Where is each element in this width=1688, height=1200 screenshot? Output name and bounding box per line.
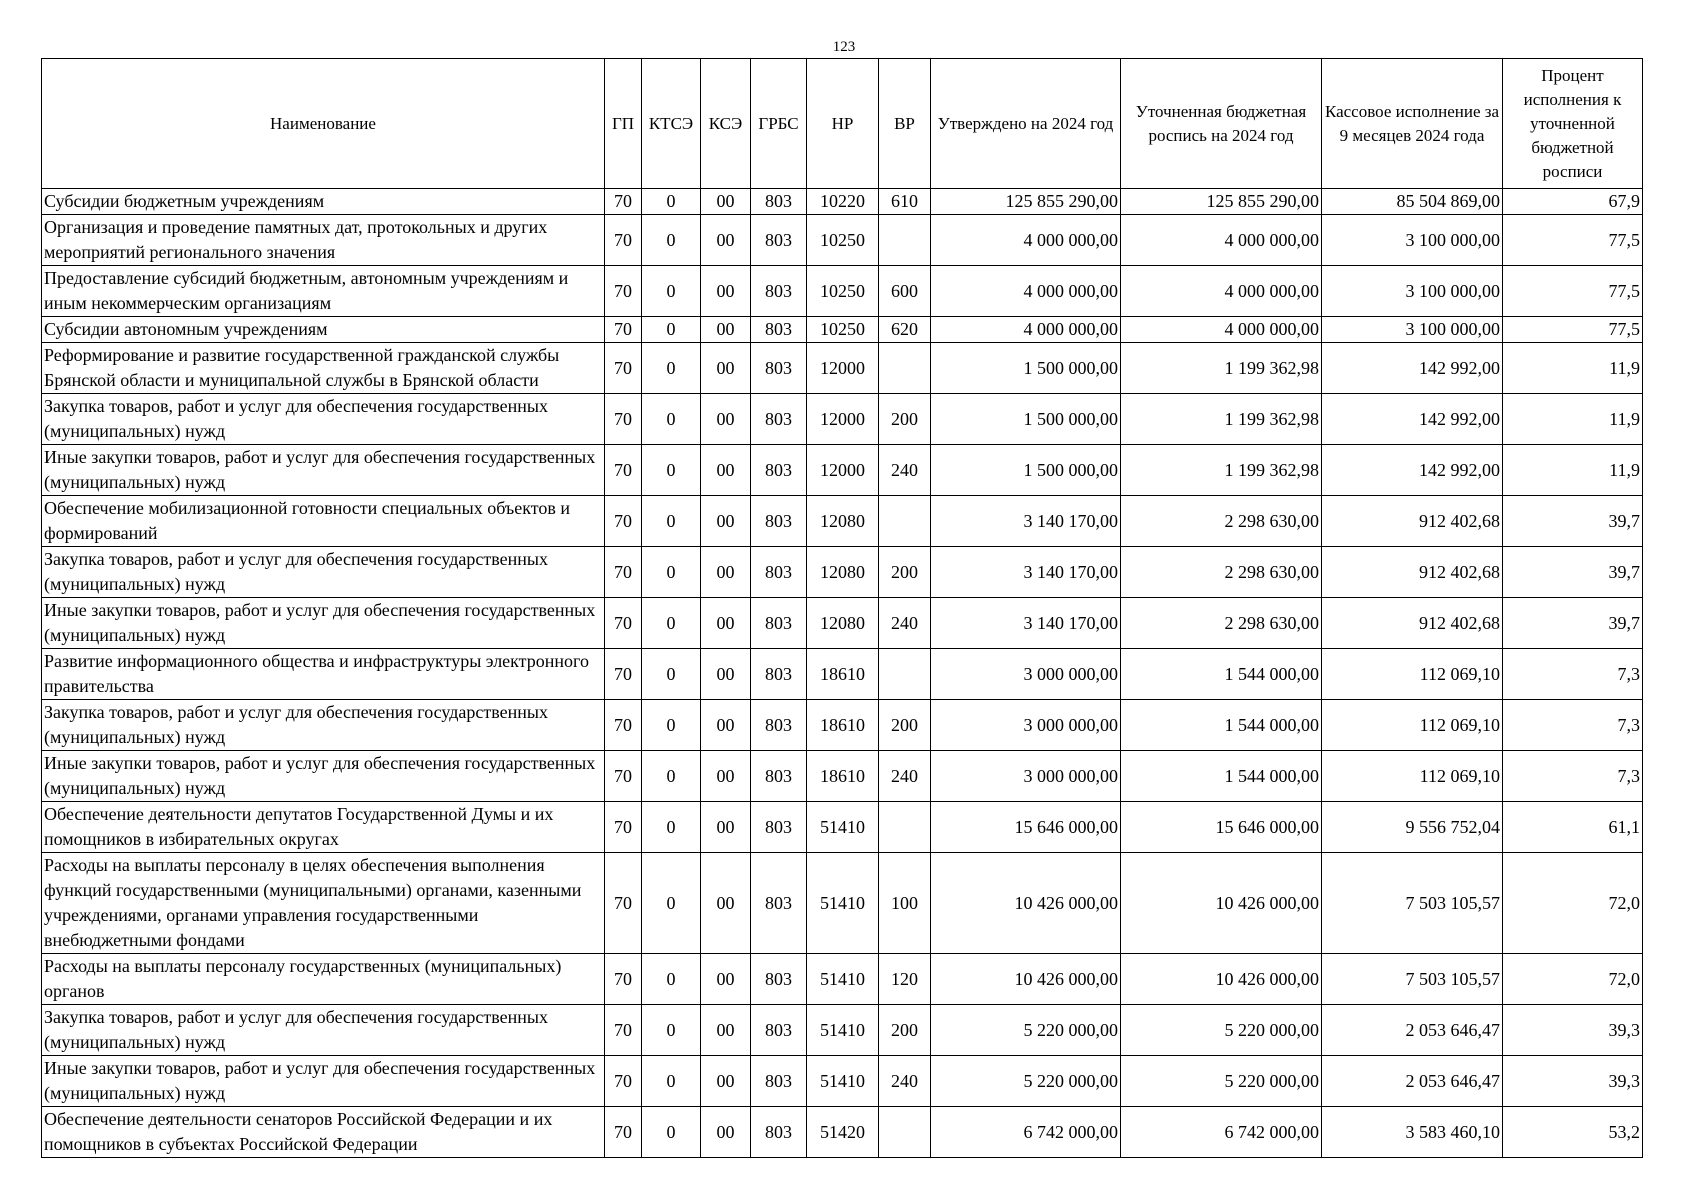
cell-cash: 3 100 000,00 xyxy=(1322,215,1503,266)
table-row xyxy=(42,802,1643,853)
cell-nr: 12000 xyxy=(807,343,879,394)
cell-grbs: 803 xyxy=(751,954,807,1005)
cell-refined: 5 220 000,00 xyxy=(1121,1056,1322,1107)
cell-percent: 39,3 xyxy=(1503,1005,1643,1056)
cell-grbs: 803 xyxy=(751,189,807,215)
header-row xyxy=(42,59,1643,189)
cell-percent: 72,0 xyxy=(1503,853,1643,954)
cell-refined: 2 298 630,00 xyxy=(1121,547,1322,598)
cell-percent: 7,3 xyxy=(1503,700,1643,751)
cell-name: Организация и проведение памятных дат, протокольных и других мероприятий регионального значения xyxy=(42,215,605,266)
cell-gp: 70 xyxy=(605,1107,642,1158)
cell-percent: 7,3 xyxy=(1503,649,1643,700)
table-row xyxy=(42,317,1643,343)
cell-refined: 15 646 000,00 xyxy=(1121,802,1322,853)
cell-nr: 12000 xyxy=(807,394,879,445)
cell-kse: 00 xyxy=(701,954,751,1005)
cell-vr: 200 xyxy=(879,700,931,751)
cell-gp: 70 xyxy=(605,802,642,853)
cell-approved: 1 500 000,00 xyxy=(931,445,1121,496)
cell-name: Расходы на выплаты персоналу государственных (муниципальных) органов xyxy=(42,954,605,1005)
table-row xyxy=(42,1056,1643,1107)
cell-cash: 912 402,68 xyxy=(1322,598,1503,649)
cell-nr: 10250 xyxy=(807,215,879,266)
cell-ktse: 0 xyxy=(642,853,701,954)
cell-approved: 4 000 000,00 xyxy=(931,215,1121,266)
cell-kse: 00 xyxy=(701,394,751,445)
cell-ktse: 0 xyxy=(642,343,701,394)
cell-name: Обеспечение деятельности депутатов Государственной Думы и их помощников в избирательных округах xyxy=(42,802,605,853)
cell-cash: 3 100 000,00 xyxy=(1322,266,1503,317)
cell-approved: 3 000 000,00 xyxy=(931,700,1121,751)
cell-refined: 4 000 000,00 xyxy=(1121,317,1322,343)
header-ktse: КТСЭ xyxy=(642,59,701,189)
cell-nr: 51410 xyxy=(807,1056,879,1107)
cell-gp: 70 xyxy=(605,700,642,751)
cell-approved: 1 500 000,00 xyxy=(931,343,1121,394)
cell-ktse: 0 xyxy=(642,189,701,215)
cell-vr: 600 xyxy=(879,266,931,317)
cell-kse: 00 xyxy=(701,853,751,954)
cell-cash: 2 053 646,47 xyxy=(1322,1005,1503,1056)
cell-name: Закупка товаров, работ и услуг для обеспечения государственных (муниципальных) нужд xyxy=(42,700,605,751)
cell-name: Закупка товаров, работ и услуг для обеспечения государственных (муниципальных) нужд xyxy=(42,1005,605,1056)
cell-gp: 70 xyxy=(605,215,642,266)
cell-cash: 7 503 105,57 xyxy=(1322,954,1503,1005)
cell-ktse: 0 xyxy=(642,445,701,496)
cell-grbs: 803 xyxy=(751,853,807,954)
cell-approved: 3 140 170,00 xyxy=(931,547,1121,598)
cell-name: Иные закупки товаров, работ и услуг для обеспечения государственных (муниципальных) нужд xyxy=(42,1056,605,1107)
header-percent: Процент исполнения к уточненной бюджетной росписи xyxy=(1503,59,1643,189)
cell-kse: 00 xyxy=(701,547,751,598)
cell-name: Субсидии бюджетным учреждениям xyxy=(42,189,605,215)
cell-name: Обеспечение мобилизационной готовности специальных объектов и формирований xyxy=(42,496,605,547)
cell-cash: 142 992,00 xyxy=(1322,445,1503,496)
cell-name: Развитие информационного общества и инфраструктуры электронного правительства xyxy=(42,649,605,700)
cell-ktse: 0 xyxy=(642,751,701,802)
cell-ktse: 0 xyxy=(642,394,701,445)
table-row xyxy=(42,853,1643,954)
cell-vr: 610 xyxy=(879,189,931,215)
cell-kse: 00 xyxy=(701,700,751,751)
cell-gp: 70 xyxy=(605,266,642,317)
cell-refined: 1 199 362,98 xyxy=(1121,394,1322,445)
cell-nr: 10250 xyxy=(807,317,879,343)
cell-nr: 12000 xyxy=(807,445,879,496)
cell-ktse: 0 xyxy=(642,266,701,317)
cell-cash: 112 069,10 xyxy=(1322,649,1503,700)
cell-gp: 70 xyxy=(605,496,642,547)
header-name: Наименование xyxy=(42,59,605,189)
cell-approved: 3 000 000,00 xyxy=(931,751,1121,802)
cell-grbs: 803 xyxy=(751,343,807,394)
cell-ktse: 0 xyxy=(642,1056,701,1107)
cell-nr: 51410 xyxy=(807,954,879,1005)
cell-nr: 10250 xyxy=(807,266,879,317)
cell-refined: 1 199 362,98 xyxy=(1121,343,1322,394)
cell-nr: 51410 xyxy=(807,802,879,853)
cell-ktse: 0 xyxy=(642,1107,701,1158)
cell-grbs: 803 xyxy=(751,1005,807,1056)
cell-approved: 10 426 000,00 xyxy=(931,853,1121,954)
cell-grbs: 803 xyxy=(751,445,807,496)
cell-nr: 18610 xyxy=(807,751,879,802)
cell-vr: 200 xyxy=(879,394,931,445)
cell-cash: 7 503 105,57 xyxy=(1322,853,1503,954)
cell-approved: 10 426 000,00 xyxy=(931,954,1121,1005)
cell-vr: 240 xyxy=(879,751,931,802)
cell-vr: 100 xyxy=(879,853,931,954)
cell-refined: 10 426 000,00 xyxy=(1121,853,1322,954)
cell-nr: 18610 xyxy=(807,700,879,751)
cell-name: Субсидии автономным учреждениям xyxy=(42,317,605,343)
table-row xyxy=(42,598,1643,649)
cell-percent: 11,9 xyxy=(1503,394,1643,445)
cell-refined: 2 298 630,00 xyxy=(1121,496,1322,547)
cell-grbs: 803 xyxy=(751,1107,807,1158)
cell-kse: 00 xyxy=(701,1005,751,1056)
cell-kse: 00 xyxy=(701,598,751,649)
cell-percent: 11,9 xyxy=(1503,445,1643,496)
cell-refined: 6 742 000,00 xyxy=(1121,1107,1322,1158)
cell-cash: 9 556 752,04 xyxy=(1322,802,1503,853)
cell-cash: 85 504 869,00 xyxy=(1322,189,1503,215)
cell-gp: 70 xyxy=(605,1005,642,1056)
cell-approved: 3 140 170,00 xyxy=(931,496,1121,547)
cell-percent: 11,9 xyxy=(1503,343,1643,394)
cell-nr: 12080 xyxy=(807,496,879,547)
cell-approved: 5 220 000,00 xyxy=(931,1056,1121,1107)
header-cash: Кассовое исполнение за 9 месяцев 2024 года xyxy=(1322,59,1503,189)
table-row xyxy=(42,266,1643,317)
cell-gp: 70 xyxy=(605,343,642,394)
cell-name: Иные закупки товаров, работ и услуг для обеспечения государственных (муниципальных) нужд xyxy=(42,445,605,496)
cell-grbs: 803 xyxy=(751,394,807,445)
cell-nr: 12080 xyxy=(807,598,879,649)
cell-cash: 112 069,10 xyxy=(1322,751,1503,802)
cell-refined: 1 544 000,00 xyxy=(1121,751,1322,802)
table-row xyxy=(42,649,1643,700)
cell-approved: 5 220 000,00 xyxy=(931,1005,1121,1056)
cell-grbs: 803 xyxy=(751,496,807,547)
cell-grbs: 803 xyxy=(751,802,807,853)
cell-name: Иные закупки товаров, работ и услуг для обеспечения государственных (муниципальных) нужд xyxy=(42,598,605,649)
cell-percent: 77,5 xyxy=(1503,266,1643,317)
cell-percent: 72,0 xyxy=(1503,954,1643,1005)
table-row xyxy=(42,1005,1643,1056)
cell-grbs: 803 xyxy=(751,215,807,266)
cell-cash: 3 583 460,10 xyxy=(1322,1107,1503,1158)
cell-vr: 620 xyxy=(879,317,931,343)
cell-name: Закупка товаров, работ и услуг для обеспечения государственных (муниципальных) нужд xyxy=(42,547,605,598)
cell-grbs: 803 xyxy=(751,751,807,802)
cell-vr xyxy=(879,496,931,547)
cell-gp: 70 xyxy=(605,751,642,802)
cell-percent: 67,9 xyxy=(1503,189,1643,215)
cell-vr xyxy=(879,215,931,266)
cell-kse: 00 xyxy=(701,1056,751,1107)
cell-gp: 70 xyxy=(605,317,642,343)
table-row xyxy=(42,751,1643,802)
cell-vr xyxy=(879,649,931,700)
cell-vr xyxy=(879,1107,931,1158)
cell-name: Расходы на выплаты персоналу в целях обеспечения выполнения функций государственными (муниципальными) органами, казенными учреждениями, органами управления государственными внебюджетными фондами xyxy=(42,853,605,954)
cell-grbs: 803 xyxy=(751,317,807,343)
header-nr: НР xyxy=(807,59,879,189)
cell-grbs: 803 xyxy=(751,1056,807,1107)
cell-approved: 15 646 000,00 xyxy=(931,802,1121,853)
cell-vr: 200 xyxy=(879,547,931,598)
cell-refined: 125 855 290,00 xyxy=(1121,189,1322,215)
table-row xyxy=(42,215,1643,266)
cell-nr: 12080 xyxy=(807,547,879,598)
header-approved: Утверждено на 2024 год xyxy=(931,59,1121,189)
cell-percent: 39,7 xyxy=(1503,598,1643,649)
cell-cash: 142 992,00 xyxy=(1322,343,1503,394)
table-row xyxy=(42,547,1643,598)
cell-nr: 10220 xyxy=(807,189,879,215)
cell-gp: 70 xyxy=(605,189,642,215)
cell-vr: 240 xyxy=(879,1056,931,1107)
cell-approved: 4 000 000,00 xyxy=(931,317,1121,343)
cell-percent: 53,2 xyxy=(1503,1107,1643,1158)
cell-grbs: 803 xyxy=(751,598,807,649)
cell-ktse: 0 xyxy=(642,1005,701,1056)
cell-kse: 00 xyxy=(701,802,751,853)
cell-percent: 77,5 xyxy=(1503,317,1643,343)
table-row xyxy=(42,496,1643,547)
cell-grbs: 803 xyxy=(751,649,807,700)
cell-approved: 3 140 170,00 xyxy=(931,598,1121,649)
cell-name: Реформирование и развитие государственной гражданской службы Брянской области и муниципальной службы в Брянской области xyxy=(42,343,605,394)
cell-refined: 10 426 000,00 xyxy=(1121,954,1322,1005)
cell-approved: 4 000 000,00 xyxy=(931,266,1121,317)
cell-cash: 112 069,10 xyxy=(1322,700,1503,751)
cell-percent: 77,5 xyxy=(1503,215,1643,266)
cell-kse: 00 xyxy=(701,751,751,802)
cell-vr xyxy=(879,343,931,394)
header-vr: ВР xyxy=(879,59,931,189)
cell-vr: 240 xyxy=(879,445,931,496)
cell-name: Иные закупки товаров, работ и услуг для обеспечения государственных (муниципальных) нужд xyxy=(42,751,605,802)
cell-refined: 2 298 630,00 xyxy=(1121,598,1322,649)
cell-name: Предоставление субсидий бюджетным, автономным учреждениям и иным некоммерческим организациям xyxy=(42,266,605,317)
cell-kse: 00 xyxy=(701,649,751,700)
cell-nr: 51410 xyxy=(807,853,879,954)
cell-percent: 7,3 xyxy=(1503,751,1643,802)
cell-refined: 1 544 000,00 xyxy=(1121,649,1322,700)
cell-gp: 70 xyxy=(605,547,642,598)
cell-grbs: 803 xyxy=(751,700,807,751)
cell-kse: 00 xyxy=(701,1107,751,1158)
cell-gp: 70 xyxy=(605,1056,642,1107)
cell-gp: 70 xyxy=(605,394,642,445)
cell-ktse: 0 xyxy=(642,598,701,649)
cell-cash: 3 100 000,00 xyxy=(1322,317,1503,343)
cell-cash: 912 402,68 xyxy=(1322,496,1503,547)
cell-approved: 6 742 000,00 xyxy=(931,1107,1121,1158)
cell-kse: 00 xyxy=(701,343,751,394)
page-number: 123 xyxy=(832,39,856,55)
cell-percent: 61,1 xyxy=(1503,802,1643,853)
cell-kse: 00 xyxy=(701,496,751,547)
table-row xyxy=(42,394,1643,445)
cell-kse: 00 xyxy=(701,266,751,317)
table-row xyxy=(42,343,1643,394)
cell-grbs: 803 xyxy=(751,266,807,317)
header-kse: КСЭ xyxy=(701,59,751,189)
cell-ktse: 0 xyxy=(642,954,701,1005)
cell-ktse: 0 xyxy=(642,496,701,547)
cell-cash: 142 992,00 xyxy=(1322,394,1503,445)
header-refined: Уточненная бюджетная роспись на 2024 год xyxy=(1121,59,1322,189)
cell-vr xyxy=(879,802,931,853)
cell-ktse: 0 xyxy=(642,649,701,700)
cell-nr: 18610 xyxy=(807,649,879,700)
cell-ktse: 0 xyxy=(642,547,701,598)
cell-name: Обеспечение деятельности сенаторов Российской Федерации и их помощников в субъектах Российской Федерации xyxy=(42,1107,605,1158)
cell-gp: 70 xyxy=(605,445,642,496)
cell-grbs: 803 xyxy=(751,547,807,598)
budget-table xyxy=(41,58,1643,1158)
cell-ktse: 0 xyxy=(642,802,701,853)
cell-kse: 00 xyxy=(701,215,751,266)
cell-ktse: 0 xyxy=(642,215,701,266)
cell-gp: 70 xyxy=(605,649,642,700)
cell-refined: 4 000 000,00 xyxy=(1121,266,1322,317)
cell-kse: 00 xyxy=(701,189,751,215)
cell-vr: 240 xyxy=(879,598,931,649)
table-body xyxy=(42,189,1643,1158)
table-row xyxy=(42,189,1643,215)
cell-gp: 70 xyxy=(605,853,642,954)
cell-approved: 1 500 000,00 xyxy=(931,394,1121,445)
table-row xyxy=(42,1107,1643,1158)
cell-percent: 39,7 xyxy=(1503,547,1643,598)
cell-gp: 70 xyxy=(605,598,642,649)
cell-vr: 120 xyxy=(879,954,931,1005)
cell-refined: 1 199 362,98 xyxy=(1121,445,1322,496)
cell-nr: 51410 xyxy=(807,1005,879,1056)
cell-ktse: 0 xyxy=(642,317,701,343)
cell-refined: 5 220 000,00 xyxy=(1121,1005,1322,1056)
cell-name: Закупка товаров, работ и услуг для обеспечения государственных (муниципальных) нужд xyxy=(42,394,605,445)
cell-cash: 912 402,68 xyxy=(1322,547,1503,598)
cell-vr: 200 xyxy=(879,1005,931,1056)
cell-refined: 4 000 000,00 xyxy=(1121,215,1322,266)
cell-refined: 1 544 000,00 xyxy=(1121,700,1322,751)
cell-kse: 00 xyxy=(701,445,751,496)
cell-ktse: 0 xyxy=(642,700,701,751)
table-row xyxy=(42,700,1643,751)
cell-nr: 51420 xyxy=(807,1107,879,1158)
cell-percent: 39,7 xyxy=(1503,496,1643,547)
header-gp: ГП xyxy=(605,59,642,189)
cell-approved: 125 855 290,00 xyxy=(931,189,1121,215)
cell-kse: 00 xyxy=(701,317,751,343)
header-grbs: ГРБС xyxy=(751,59,807,189)
cell-percent: 39,3 xyxy=(1503,1056,1643,1107)
cell-approved: 3 000 000,00 xyxy=(931,649,1121,700)
cell-gp: 70 xyxy=(605,954,642,1005)
cell-cash: 2 053 646,47 xyxy=(1322,1056,1503,1107)
table-row xyxy=(42,445,1643,496)
table-row xyxy=(42,954,1643,1005)
